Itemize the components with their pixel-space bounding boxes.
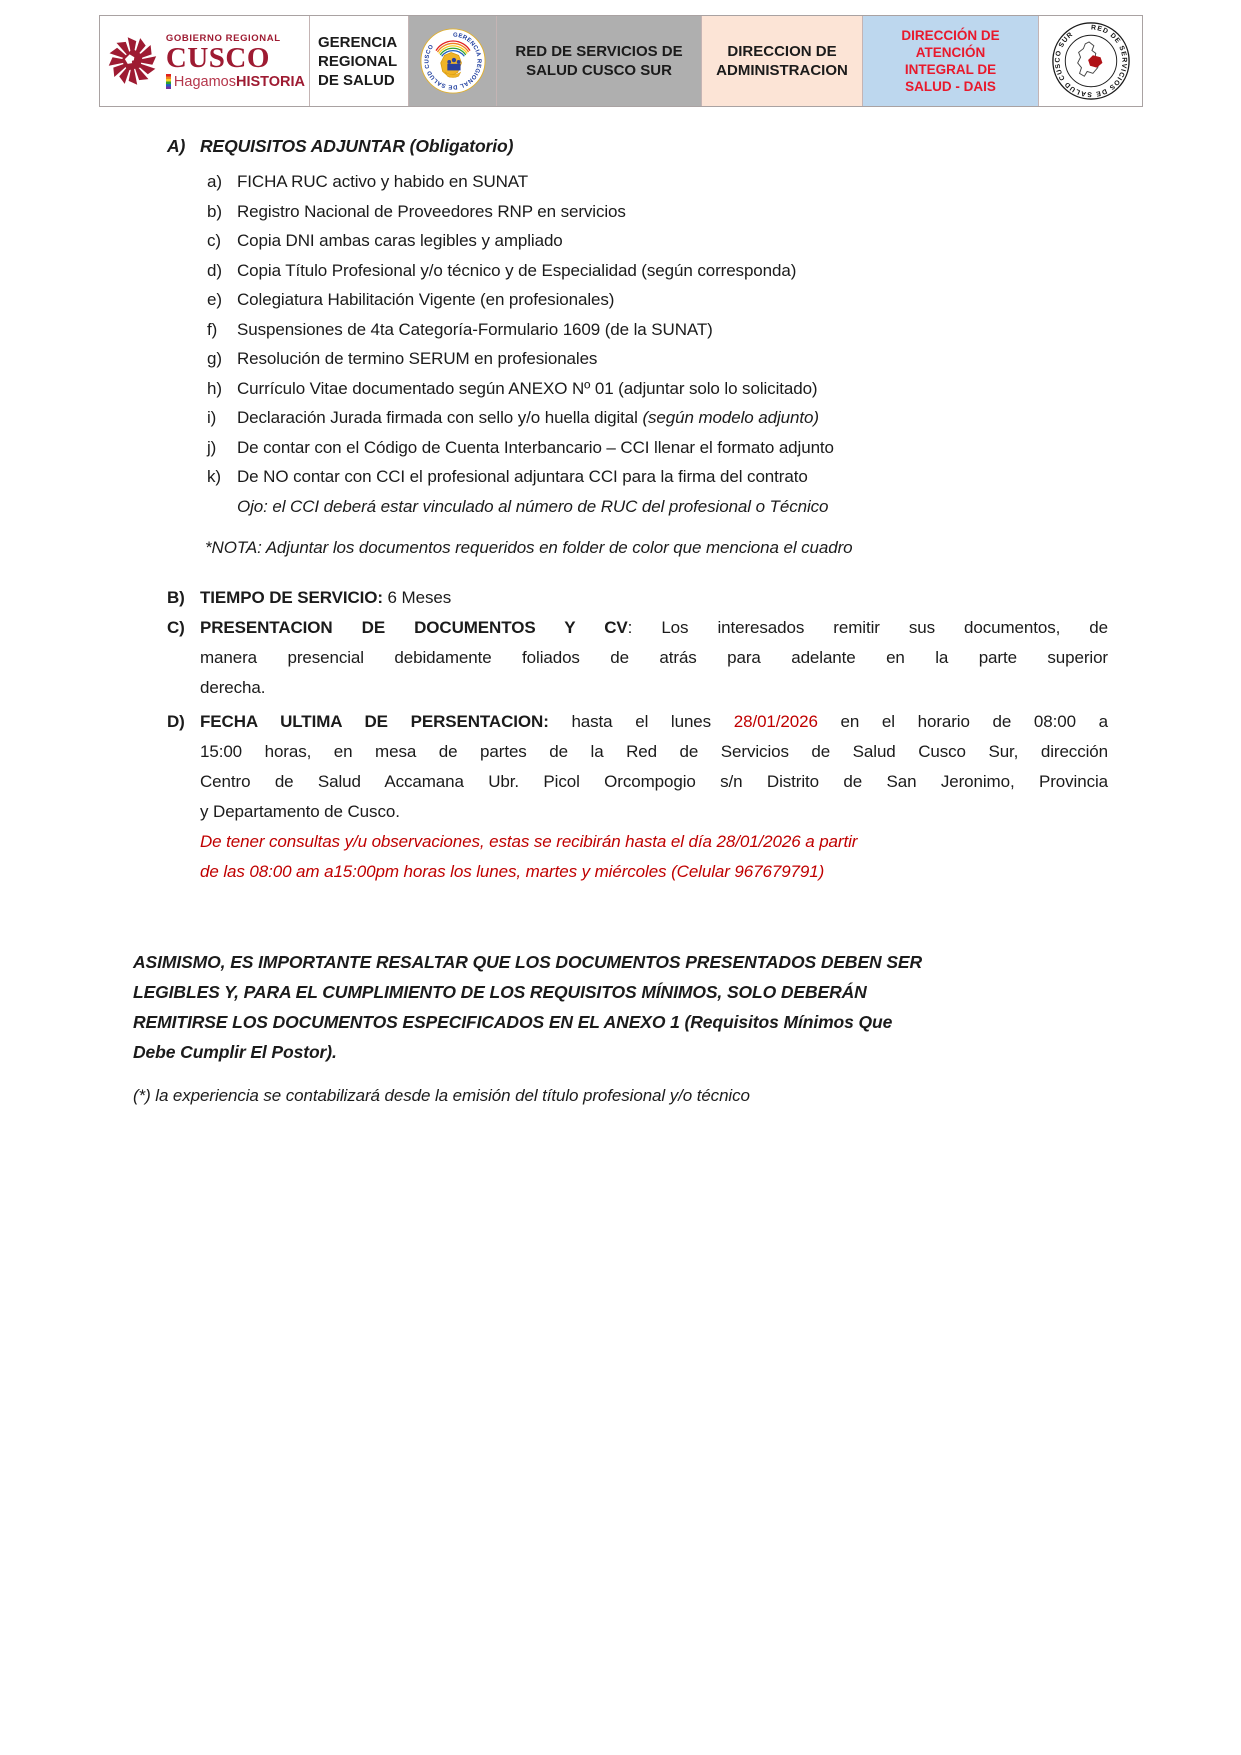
aviso-paragraph xyxy=(133,947,1108,1067)
section-b-title: TIEMPO DE SERVICIO: xyxy=(200,587,383,607)
list-item xyxy=(133,344,1108,374)
section-c-line1 xyxy=(200,613,1108,643)
item-text: Colegiatura Habilitación Vigente (en profesionales) xyxy=(237,290,615,309)
list-item xyxy=(133,374,1108,404)
section-c-label: C) xyxy=(167,617,185,637)
item-text: Currículo Vitae documentado según ANEXO Nº 01 (adjuntar solo lo solicitado) xyxy=(237,378,818,398)
deadline-date: 28/01/2026 xyxy=(733,711,818,731)
section-a-label: A) xyxy=(167,136,186,156)
ojo-note xyxy=(133,492,1108,522)
section-a-title: REQUISITOS ADJUNTAR (Obligatorio) xyxy=(200,136,514,156)
list-item xyxy=(133,433,1108,463)
ojo-note-text: Ojo: el CCI deberá estar vinculado al número de RUC del profesional o Técnico xyxy=(237,496,829,516)
item-letter: f) xyxy=(207,319,218,339)
administracion-label: DIRECCION DE ADMINISTRACION xyxy=(716,43,848,79)
dais-label: DIRECCIÓN DE ATENCIÓN INTEGRAL DE SALUD - DAIS xyxy=(901,28,1000,94)
item-letter: g) xyxy=(207,349,222,368)
item-text: FICHA RUC activo y habido en SUNAT xyxy=(237,172,529,191)
item-text: Copia DNI ambas caras legibles y ampliado xyxy=(237,231,563,250)
seal-gerencia-ring-text: GERENCIA REGIONAL DE SALUD CUSCO xyxy=(423,32,482,90)
document-body xyxy=(133,0,1108,1111)
item-letter: d) xyxy=(207,260,222,280)
section-b-text: 6 Meses xyxy=(382,587,452,607)
consultas-line2: de las 08:00 am a15:00pm horas los lunes, martes y miércoles (Celular 967679791) xyxy=(200,861,825,881)
section-b-line xyxy=(200,583,1108,613)
section-d-line3: Centro de Salud Accamana Ubr. Picol Orcompogio s/n Distrito de San Jeronimo, Provincia xyxy=(200,771,1108,791)
list-item xyxy=(133,167,1108,197)
item-letter: i) xyxy=(207,408,217,427)
item-letter: j) xyxy=(207,437,217,457)
list-item xyxy=(133,197,1108,227)
item-letter: e) xyxy=(207,290,222,309)
section-d xyxy=(133,707,1108,827)
section-c-text: : Los interesados remitir sus documentos, de xyxy=(627,617,1109,637)
item-text: Suspensiones de 4ta Categoría-Formulario 1609 (de la SUNAT) xyxy=(237,319,713,339)
item-letter: c) xyxy=(207,231,221,250)
section-a-heading xyxy=(133,133,1108,160)
consultas-line1: De tener consultas y/u observaciones, estas se recibirán hasta el día 28/01/2026 a partir xyxy=(200,831,858,851)
section-d-pre-date: hasta el lunes xyxy=(548,711,734,731)
item-letter: k) xyxy=(207,467,221,486)
section-c-line2: manera presencial debidamente foliados de atrás para adelante en la parte superior xyxy=(200,647,1108,667)
cusco-wordmark: CUSCO xyxy=(165,41,270,74)
section-c-line3: derecha. xyxy=(200,677,266,697)
slogan-bold: HISTORIA xyxy=(235,73,305,90)
section-c xyxy=(133,613,1108,703)
consultas-note xyxy=(133,827,1108,887)
section-d-label: D) xyxy=(167,711,185,731)
nota-line xyxy=(133,533,1108,563)
slogan-regular: Hagamos xyxy=(173,73,236,90)
section-d-title: FECHA ULTIMA DE PERSENTACION: xyxy=(200,711,549,731)
item-text-italic: (según modelo adjunto) xyxy=(642,408,819,427)
list-item xyxy=(133,403,1108,433)
item-text: Resolución de termino SERUM en profesionales xyxy=(237,349,598,368)
list-item xyxy=(133,315,1108,345)
gobierno-regional-label: GOBIERNO REGIONAL xyxy=(165,32,281,44)
list-item xyxy=(133,256,1108,286)
experience-footnote: (*) la experiencia se contabilizará desde la emisión del título profesional y/o técnico xyxy=(133,1085,750,1105)
item-text: De NO contar con CCI el profesional adjuntara CCI para la firma del contrato xyxy=(237,467,808,486)
requisitos-list xyxy=(133,167,1108,521)
section-b-label: B) xyxy=(167,587,185,607)
item-letter: a) xyxy=(207,172,222,191)
section-d-line4: y Departamento de Cusco. xyxy=(200,801,400,821)
section-c-title: PRESENTACION DE DOCUMENTOS Y CV xyxy=(200,617,628,637)
seal-red-ring-text: RED DE SERVICIOS DE SALUD CUSCO SUR xyxy=(1053,24,1127,98)
section-b xyxy=(133,583,1108,613)
item-text: Copia Título Profesional y/o técnico y de Especialidad (según corresponda) xyxy=(237,260,797,280)
item-text: Declaración Jurada firmada con sello y/o huella digital xyxy=(237,408,643,427)
aviso-line3: REMITIRSE LOS DOCUMENTOS ESPECIFICADOS EN EL ANEXO 1 (Requisitos Mínimos Que xyxy=(133,1011,893,1032)
item-letter: h) xyxy=(207,378,222,398)
section-d-post-date: en el horario de 08:00 a xyxy=(817,711,1108,731)
nota-text: *NOTA: Adjuntar los documentos requeridos en folder de color que menciona el cuadro xyxy=(205,538,853,557)
aviso-line4: Debe Cumplir El Postor). xyxy=(133,1041,337,1062)
item-text: De contar con el Código de Cuenta Interbancario – CCI llenar el formato adjunto xyxy=(237,437,834,457)
aviso-line2: LEGIBLES Y, PARA EL CUMPLIMIENTO DE LOS REQUISITOS MÍNIMOS, SOLO DEBERÁN xyxy=(133,981,867,1002)
aviso-line1: ASIMISMO, ES IMPORTANTE RESALTAR QUE LOS DOCUMENTOS PRESENTADOS DEBEN SER xyxy=(133,951,923,972)
item-letter: b) xyxy=(207,201,222,221)
red-servicios-label: RED DE SERVICIOS DE SALUD CUSCO SUR xyxy=(515,43,683,79)
list-item xyxy=(133,285,1108,315)
list-item xyxy=(133,462,1108,492)
item-text: Registro Nacional de Proveedores RNP en servicios xyxy=(237,201,626,221)
section-d-line2: 15:00 horas, en mesa de partes de la Red de Servicios de Salud Cusco Sur, dirección xyxy=(200,741,1108,761)
gerencia-label: GERENCIA REGIONAL DE SALUD xyxy=(318,33,397,89)
section-d-line1 xyxy=(200,707,1108,737)
list-item xyxy=(133,226,1108,256)
